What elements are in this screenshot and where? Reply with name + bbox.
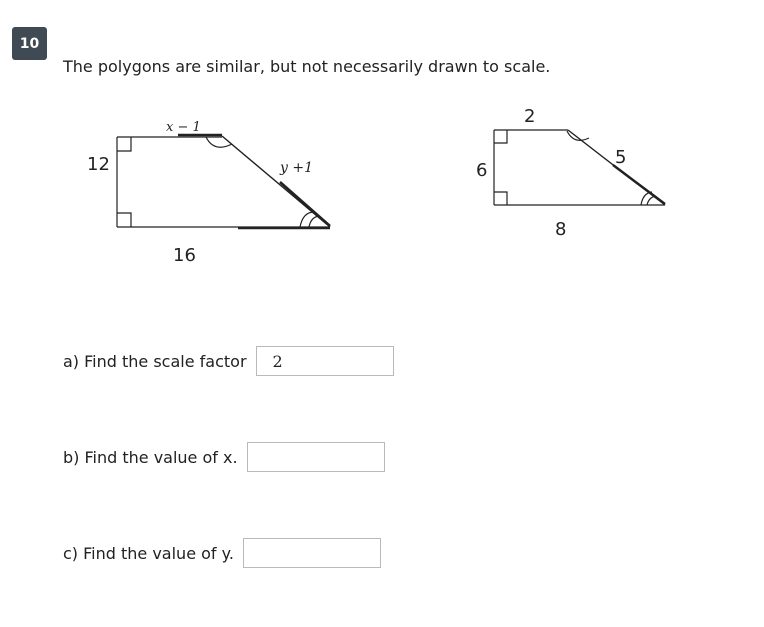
scale-factor-input[interactable] <box>256 346 394 376</box>
part-b-label: b) Find the value of x. <box>63 447 238 467</box>
part-c <box>63 538 381 568</box>
x-value-input[interactable] <box>247 442 385 472</box>
small-left-label: 6 <box>476 160 488 181</box>
small-slant-label: 5 <box>615 147 627 168</box>
large-top-label: x − 1 <box>166 120 201 135</box>
small-top-label: 2 <box>524 106 536 127</box>
large-slant-label: y +1 <box>280 160 313 176</box>
small-trapezoid <box>476 106 665 240</box>
large-left-label: 12 <box>87 154 110 175</box>
question-number-badge: 10 <box>12 27 47 60</box>
large-bottom-label: 16 <box>173 245 196 266</box>
y-value-input[interactable] <box>243 538 381 568</box>
question-prompt: The polygons are similar, but not necessarily drawn to scale. <box>63 57 551 76</box>
similar-polygons-figure <box>0 0 764 300</box>
part-a-label: a) Find the scale factor <box>63 351 247 371</box>
part-b <box>63 442 385 472</box>
small-bottom-label: 8 <box>555 219 567 240</box>
part-c-label: c) Find the value of y. <box>63 543 234 563</box>
part-a <box>63 346 394 376</box>
large-trapezoid <box>87 120 330 266</box>
